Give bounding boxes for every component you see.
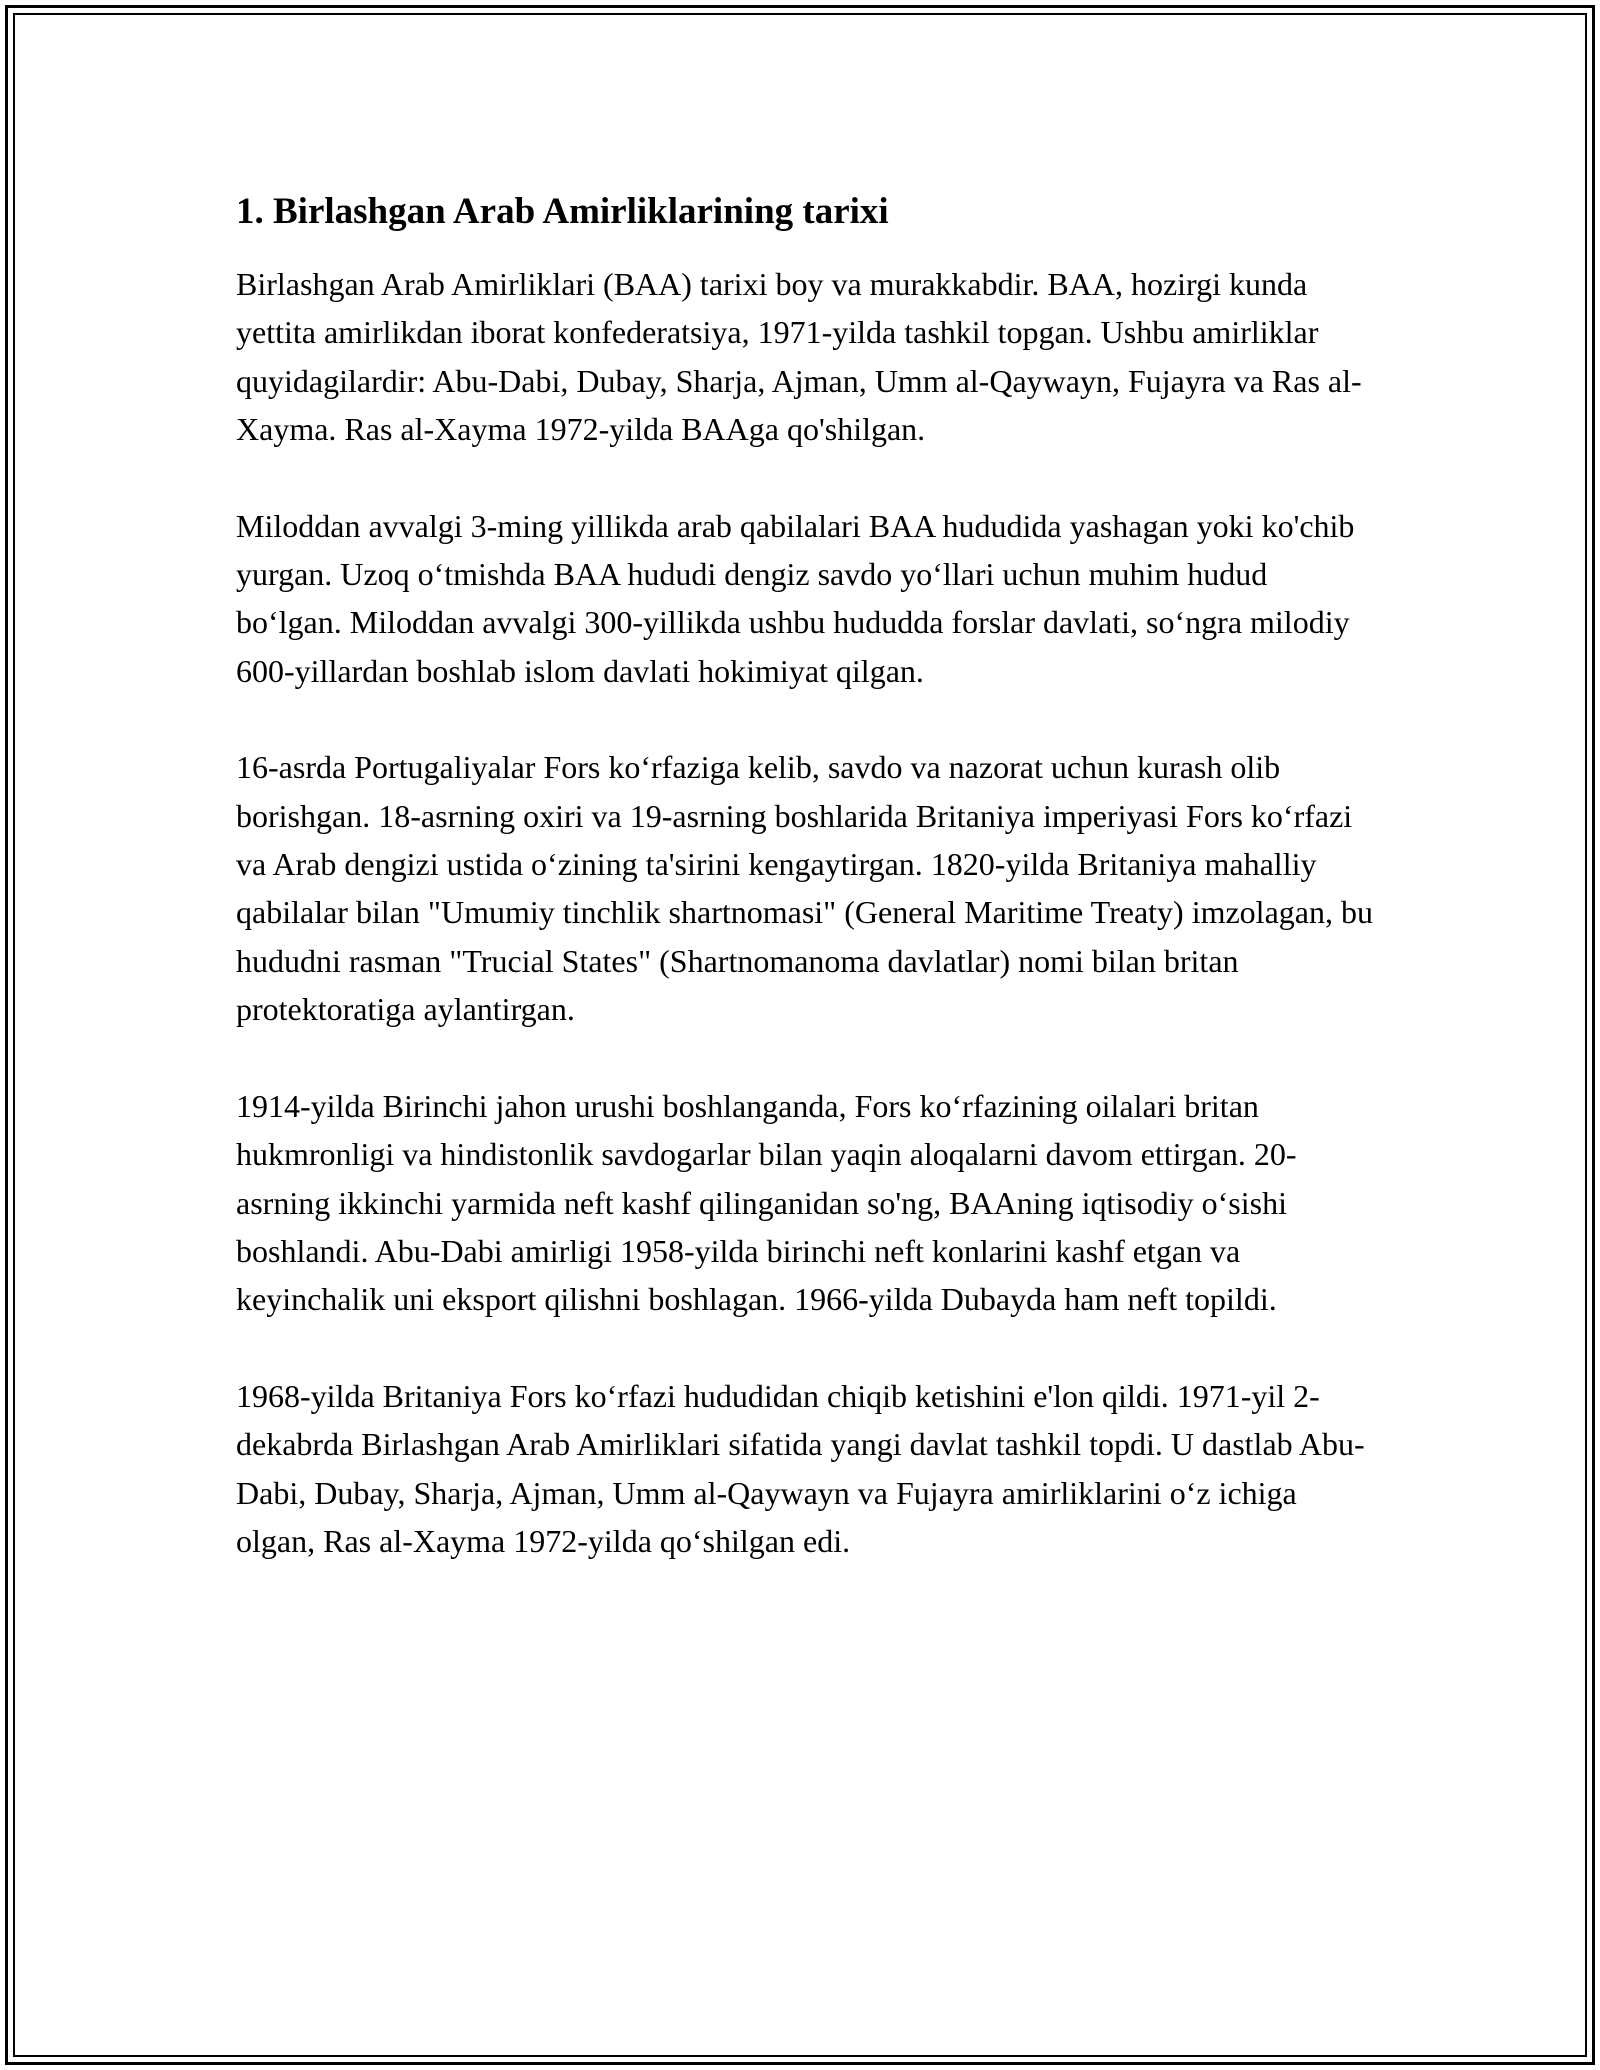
paragraph-2: Miloddan avvalgi 3-ming yillikda arab qabilalari BAA hududida yashagan yoki ko'chib yurgan. Uzoq oʻtmishda BAA hududi dengiz savdo yoʻllari uchun muhim hudud boʻlgan. Miloddan avvalgi 300-yillikda ushbu hududda forslar davlati, soʻngra milodiy 600-yillardan boshlab islom davlati hokimiyat qilgan.: [236, 507, 1355, 689]
paragraph-5: 1968-yilda Britaniya Fors koʻrfazi hududidan chiqib ketishini e'lon qildi. 1971-yil 2-dekabrda Birlashgan Arab Amirliklari sifatida yangi davlat tashkil topdi. U dastlab Abu-Dabi, Dubay, Sharja, Ajman, Umm al-Qaywayn va Fujayra amirliklarini oʻz ichiga olgan, Ras al-Xayma 1972-yilda qoʻshilgan edi.: [236, 1377, 1365, 1559]
document-body: [236, 186, 1376, 1613]
paragraph-3: 16-asrda Portugaliyalar Fors koʻrfaziga kelib, savdo va nazorat uchun kurash olib borishgan. 18-asrning oxiri va 19-asrning boshlarida Britaniya imperiyasi Fors koʻrfazi va Arab dengizi ustida oʻzining ta'sirini kengaytirgan. 1820-yilda Britaniya mahalliy qabilalar bilan "Umumiy tinchlik shartnomasi" (General Maritime Treaty) imzolagan, bu hududni rasman "Trucial States" (Shartnomanoma davlatlar) nomi bilan britan protektoratiga aylantirgan.: [236, 749, 1373, 1028]
paragraph-4: 1914-yilda Birinchi jahon urushi boshlanganda, Fors koʻrfazining oilalari britan hukmronligi va hindistonlik savdogarlar bilan yaqin aloqalarni davom ettirgan. 20-asrning ikkinchi yarmida neft kashf qilinganidan so'ng, BAAning iqtisodiy oʻsishi boshlandi. Abu-Dabi amirligi 1958-yilda birinchi neft konlarini kashf etgan va keyinchalik uni eksport qilishni boshlagan. 1966-yilda Dubayda ham neft topildi.: [236, 1087, 1297, 1318]
paragraph-1: Birlashgan Arab Amirliklari (BAA) tarixi boy va murakkabdir. BAA, hozirgi kunda yettita amirlikdan iborat konfederatsiya, 1971-yilda tashkil topgan. Ushbu amirliklar quyidagilardir: Abu-Dabi, Dubay, Sharja, Ajman, Umm al-Qaywayn, Fujayra va Ras al-Xayma. Ras al-Xayma 1972-yilda BAAga qo'shilgan.: [236, 266, 1362, 448]
document-heading: 1. Birlashgan Arab Amirliklarining tarixi: [236, 191, 889, 232]
